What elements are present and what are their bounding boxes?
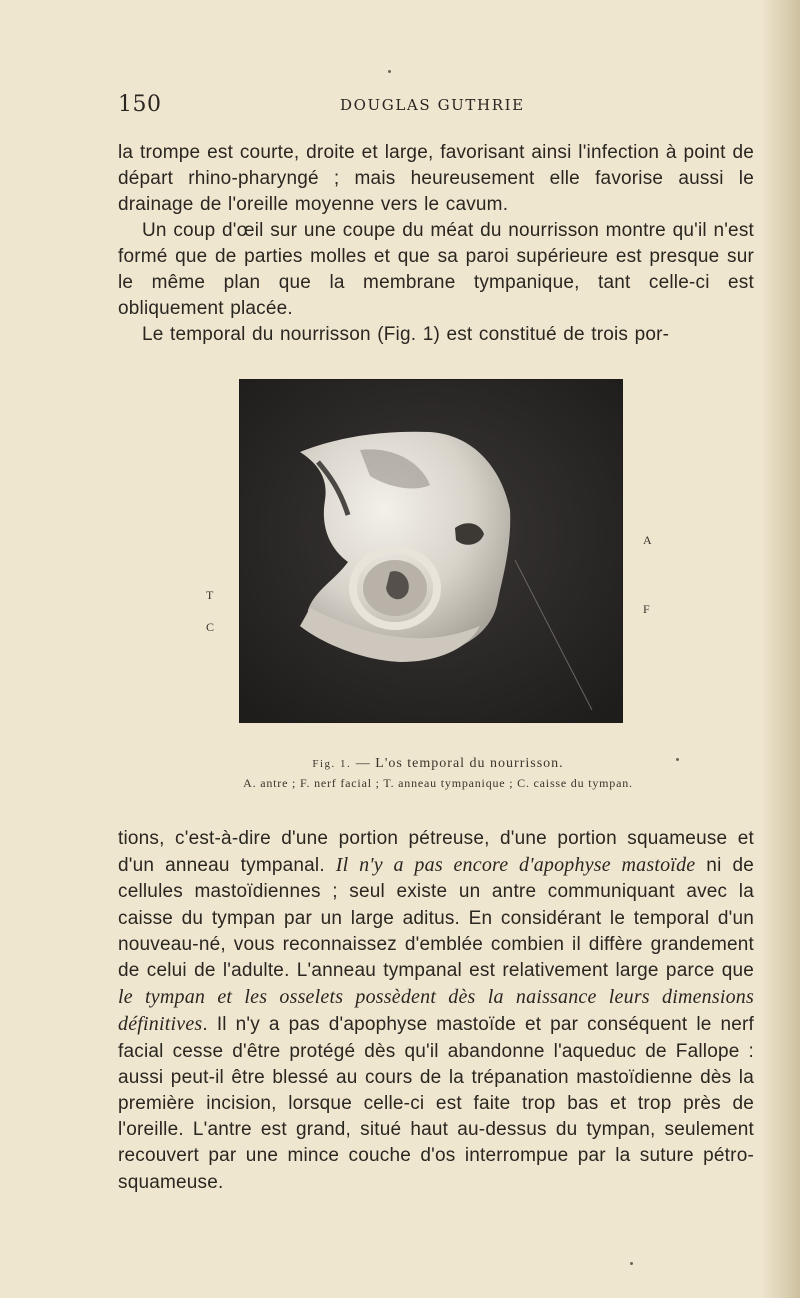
figure-label-t: T [206,588,214,602]
page-edge-shadow [760,0,800,1298]
paragraph-2: Un coup d'œil sur une coupe du méat du nourrisson montre qu'il n'est formé que de parties molles et que sa paroi supérieure est presque sur le même plan que la membrane tympanique, tant celle-ci est obliquement placée. [118,220,754,319]
print-speck [388,70,391,73]
caption-dash: — [351,756,376,771]
print-speck [676,758,679,761]
paragraph-4-italic-a: Il n'y a pas encore d'apophyse mastoïde [335,854,696,877]
paragraph-4 [118,826,754,1196]
page-number: 150 [118,92,162,117]
caption-title: L'os temporal du nourrisson. [375,756,564,771]
paragraph-3: Le temporal du nourrisson (Fig. 1) est constitué de trois por- [142,324,670,345]
print-speck [630,1262,633,1265]
figure-legend: A. antre ; F. nerf facial ; T. anneau tympanique ; C. caisse du tympan. [243,776,633,790]
paragraph-4-italic-b: le tympan et les osselets possèdent dès la naissance leurs dimensions définitives [118,986,754,1036]
running-head: DOUGLAS GUTHRIE [340,96,525,114]
paragraph-4-text-c: . Il n'y a pas d'apophyse mastoïde et par conséquent le nerf facial cesse d'être protégé dès qu'il abandonne l'aqueduc de Fallope : aussi peut-il être blessé au cours de la trépanation mastoïdienne dès la première incision, lorsque celle-ci est faite trop bas et trop près de l'oreille. L'antre est grand, situé haut au-dessus du tympan, seulement recouvert par une mince couche d'os interrompue par la suture pétro-squameuse. [118,1014,754,1193]
figure-number: Fig. 1. [312,758,352,770]
page-header [118,92,758,122]
figure-label-f: F [643,602,650,616]
figure-label-a: A [643,533,652,547]
bone-photograph [240,380,622,722]
paragraph-4-text-b: ni de cellules mastoïdiennes ; seul existe un antre communiquant avec la caisse du tympan par un large aditus. En considérant le temporal d'un nouveau-né, vous reconnaissez d'emblée combien il diffère grandement de celui de l'adulte. L'anneau tympanal est relativement large parce que [118,855,754,982]
figure-temporal-bone-photo [240,380,622,722]
paragraph-4-text-a: tions, c'est-à-dire d'une portion pétreuse, d'une portion squameuse et d'un anneau tympanal. [118,828,754,877]
figure-caption [120,756,756,772]
figure-label-c: C [206,620,215,634]
paragraph-1: la trompe est courte, droite et large, favorisant ainsi l'infection à point de départ rhino-pharyngé ; mais heureusement elle favorise aussi le drainage de l'oreille moyenne vers le cavum. [118,142,754,215]
